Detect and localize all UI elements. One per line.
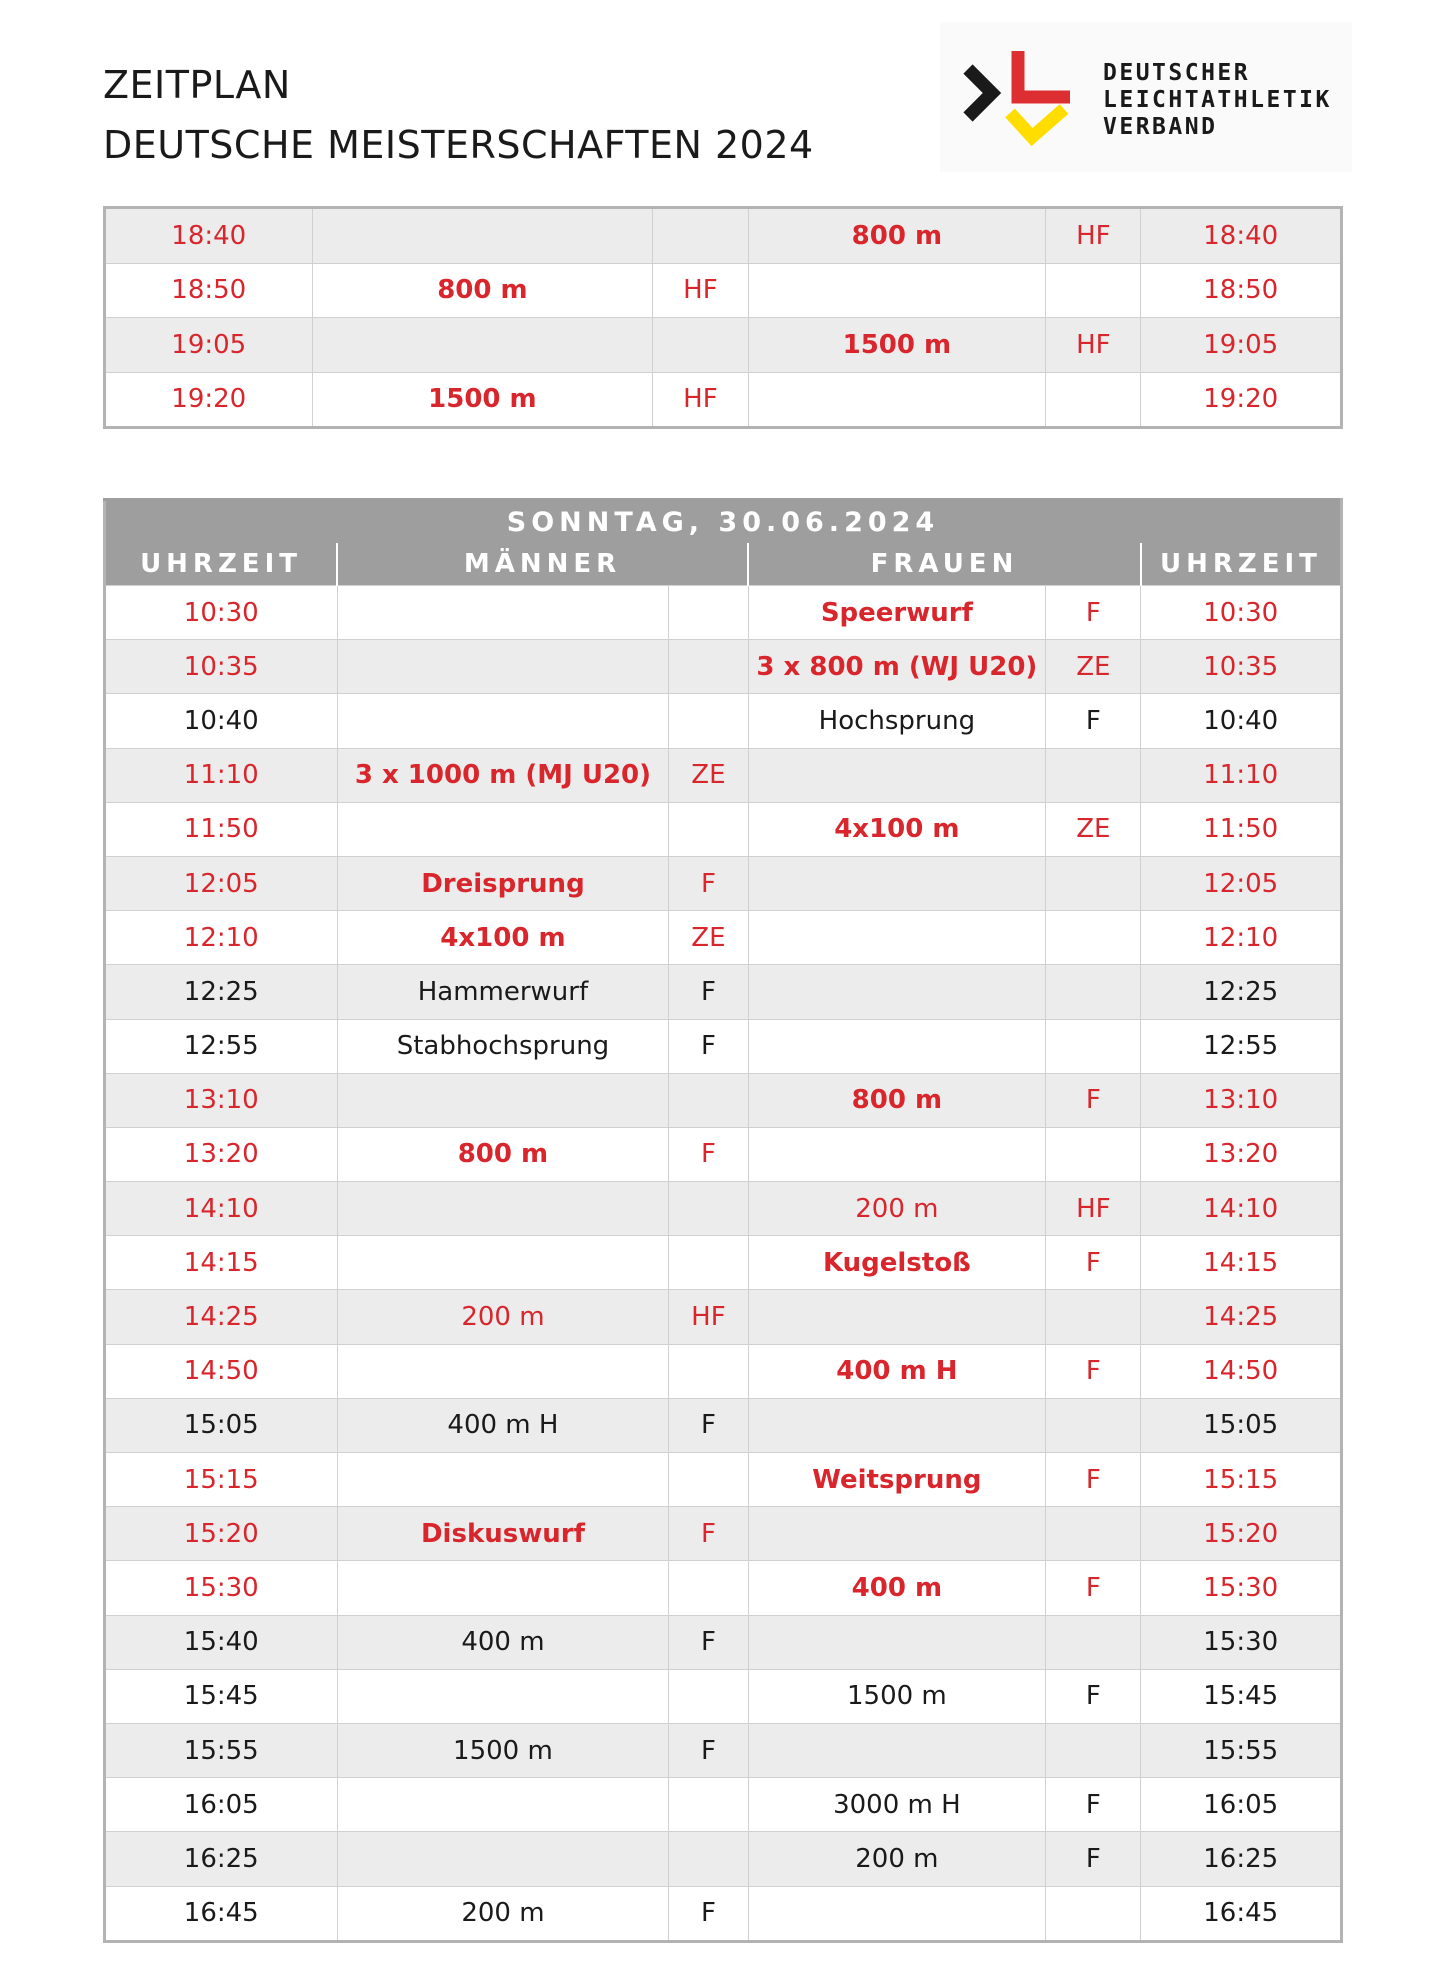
cell-time-right: 13:10	[1141, 1073, 1342, 1127]
cell-men-event: 4x100 m	[337, 911, 669, 965]
cell-men-round: F	[669, 1723, 748, 1777]
cell-men-round: HF	[669, 1290, 748, 1344]
cell-time: 18:40	[105, 208, 313, 264]
cell-time-right: 10:40	[1141, 694, 1342, 748]
table-row	[105, 640, 1342, 694]
cell-men-event	[337, 640, 669, 694]
cell-men-round	[669, 694, 748, 748]
page-title	[103, 55, 814, 175]
schedule-table-saturday-end	[103, 206, 1343, 429]
cell-time: 15:20	[105, 1507, 338, 1561]
cell-women-event	[748, 1019, 1046, 1073]
logo-line-3: VERBAND	[1103, 114, 1218, 140]
cell-women-round	[1046, 372, 1141, 428]
cell-women-round: F	[1046, 694, 1141, 748]
cell-men-event	[337, 1778, 669, 1832]
table-row	[105, 965, 1342, 1019]
cell-women-round: F	[1046, 1832, 1141, 1886]
cell-time: 15:30	[105, 1561, 338, 1615]
cell-women-round: F	[1046, 1073, 1141, 1127]
cell-time-right: 16:45	[1141, 1886, 1342, 1941]
table-row	[105, 1778, 1342, 1832]
cell-women-event: 400 m	[748, 1561, 1046, 1615]
cell-men-event: 3 x 1000 m (MJ U20)	[337, 748, 669, 802]
cell-women-round: HF	[1046, 208, 1141, 264]
cell-women-round: F	[1046, 1236, 1141, 1290]
cell-women-event: 1500 m	[748, 318, 1046, 373]
logo-line-1: DEUTSCHER	[1103, 60, 1251, 86]
cell-men-round	[669, 1182, 748, 1236]
cell-men-round	[669, 1561, 748, 1615]
table-row	[105, 1669, 1342, 1723]
table-row	[105, 1073, 1342, 1127]
cell-time-right: 14:25	[1141, 1290, 1342, 1344]
cell-women-round	[1046, 1019, 1141, 1073]
cell-women-event: 1500 m	[748, 1669, 1046, 1723]
cell-men-event: 800 m	[337, 1127, 669, 1181]
cell-time: 15:55	[105, 1723, 338, 1777]
title-line-2: DEUTSCHE MEISTERSCHAFTEN 2024	[103, 123, 814, 167]
cell-men-event	[337, 1344, 669, 1398]
cell-time: 16:05	[105, 1778, 338, 1832]
cell-women-round	[1046, 1398, 1141, 1452]
cell-men-round	[669, 640, 748, 694]
table-row	[105, 694, 1342, 748]
cell-time-right: 18:40	[1141, 208, 1342, 264]
cell-time: 14:15	[105, 1236, 338, 1290]
cell-women-event	[748, 911, 1046, 965]
cell-men-event: Dreisprung	[337, 856, 669, 910]
cell-time: 10:35	[105, 640, 338, 694]
cell-men-round: HF	[653, 372, 748, 428]
cell-time-right: 14:50	[1141, 1344, 1342, 1398]
cell-men-event	[337, 1236, 669, 1290]
table-row	[105, 1453, 1342, 1507]
cell-time: 12:10	[105, 911, 338, 965]
cell-women-round: F	[1046, 1561, 1141, 1615]
cell-men-event	[337, 1453, 669, 1507]
cell-women-event: 3000 m H	[748, 1778, 1046, 1832]
cell-men-event: Diskuswurf	[337, 1507, 669, 1561]
cell-time: 10:40	[105, 694, 338, 748]
cell-men-round: HF	[653, 263, 748, 318]
cell-women-round: F	[1046, 586, 1141, 640]
cell-time-right: 15:15	[1141, 1453, 1342, 1507]
cell-women-round	[1046, 856, 1141, 910]
cell-men-event	[312, 208, 653, 264]
cell-time-right: 16:05	[1141, 1778, 1342, 1832]
cell-women-round	[1046, 748, 1141, 802]
cell-men-round: ZE	[669, 748, 748, 802]
title-line-1: ZEITPLAN	[103, 63, 291, 107]
header-women: FRAUEN	[748, 543, 1141, 586]
cell-women-round: F	[1046, 1778, 1141, 1832]
cell-time: 12:55	[105, 1019, 338, 1073]
cell-women-event	[748, 748, 1046, 802]
cell-women-round	[1046, 1615, 1141, 1669]
header-time-right: UHRZEIT	[1141, 543, 1342, 586]
cell-time-right: 15:55	[1141, 1723, 1342, 1777]
cell-men-event	[337, 1182, 669, 1236]
table-row	[105, 856, 1342, 910]
cell-women-event	[748, 1723, 1046, 1777]
cell-women-round: ZE	[1046, 802, 1141, 856]
cell-women-round	[1046, 1886, 1141, 1941]
cell-women-event	[748, 372, 1046, 428]
cell-men-event: 200 m	[337, 1290, 669, 1344]
cell-men-round	[669, 802, 748, 856]
cell-time: 19:05	[105, 318, 313, 373]
cell-men-round: F	[669, 1398, 748, 1452]
cell-time: 10:30	[105, 586, 338, 640]
cell-time-right: 14:15	[1141, 1236, 1342, 1290]
cell-time: 14:25	[105, 1290, 338, 1344]
cell-women-round: HF	[1046, 318, 1141, 373]
cell-time-right: 16:25	[1141, 1832, 1342, 1886]
cell-time-right: 12:25	[1141, 965, 1342, 1019]
cell-time: 12:05	[105, 856, 338, 910]
cell-men-event: Hammerwurf	[337, 965, 669, 1019]
cell-time: 15:40	[105, 1615, 338, 1669]
cell-time-right: 11:10	[1141, 748, 1342, 802]
cell-women-round: F	[1046, 1669, 1141, 1723]
cell-men-round	[669, 1453, 748, 1507]
cell-women-event: 200 m	[748, 1182, 1046, 1236]
cell-time-right: 15:30	[1141, 1615, 1342, 1669]
cell-time: 14:50	[105, 1344, 338, 1398]
cell-men-event: 1500 m	[337, 1723, 669, 1777]
cell-time-right: 10:30	[1141, 586, 1342, 640]
table-row	[105, 1615, 1342, 1669]
table-row	[105, 1398, 1342, 1452]
cell-women-event: 4x100 m	[748, 802, 1046, 856]
cell-men-event	[337, 1669, 669, 1723]
cell-women-event	[748, 965, 1046, 1019]
table-row	[105, 911, 1342, 965]
dlv-logo	[940, 22, 1352, 172]
cell-time: 18:50	[105, 263, 313, 318]
cell-women-event	[748, 1507, 1046, 1561]
cell-time-right: 12:55	[1141, 1019, 1342, 1073]
cell-men-round: F	[669, 1615, 748, 1669]
cell-time: 19:20	[105, 372, 313, 428]
cell-men-event: 800 m	[312, 263, 653, 318]
cell-time-right: 18:50	[1141, 263, 1342, 318]
table-row	[105, 1832, 1342, 1886]
cell-women-round	[1046, 1507, 1141, 1561]
cell-women-round	[1046, 263, 1141, 318]
table-row	[105, 1561, 1342, 1615]
cell-time: 11:50	[105, 802, 338, 856]
cell-time-right: 10:35	[1141, 640, 1342, 694]
cell-men-round: ZE	[669, 911, 748, 965]
cell-women-event: 800 m	[748, 208, 1046, 264]
cell-time: 14:10	[105, 1182, 338, 1236]
cell-women-event	[748, 1615, 1046, 1669]
table-row	[105, 802, 1342, 856]
cell-men-round	[669, 586, 748, 640]
cell-women-event	[748, 263, 1046, 318]
cell-time-right: 15:05	[1141, 1398, 1342, 1452]
cell-women-event: Hochsprung	[748, 694, 1046, 748]
column-header-row	[105, 543, 1342, 586]
cell-time: 16:45	[105, 1886, 338, 1941]
cell-men-round	[653, 208, 748, 264]
cell-time: 15:15	[105, 1453, 338, 1507]
cell-time: 11:10	[105, 748, 338, 802]
cell-time-right: 19:20	[1141, 372, 1342, 428]
cell-men-event	[312, 318, 653, 373]
table-row	[105, 1507, 1342, 1561]
cell-women-round	[1046, 965, 1141, 1019]
cell-women-event: 800 m	[748, 1073, 1046, 1127]
cell-men-event	[337, 1073, 669, 1127]
table-row	[105, 1886, 1342, 1941]
table-row	[105, 263, 1342, 318]
cell-women-round: ZE	[1046, 640, 1141, 694]
cell-time: 13:20	[105, 1127, 338, 1181]
cell-men-event	[337, 1561, 669, 1615]
cell-women-round	[1046, 911, 1141, 965]
cell-women-event: Kugelstoß	[748, 1236, 1046, 1290]
table-row	[105, 1127, 1342, 1181]
cell-women-event: 400 m H	[748, 1344, 1046, 1398]
cell-women-event	[748, 1127, 1046, 1181]
cell-men-event: 1500 m	[312, 372, 653, 428]
cell-women-event: Weitsprung	[748, 1453, 1046, 1507]
cell-men-round	[669, 1669, 748, 1723]
schedule-table-sunday	[103, 498, 1343, 1943]
cell-men-event: 200 m	[337, 1886, 669, 1941]
cell-men-event	[337, 694, 669, 748]
cell-men-event	[337, 802, 669, 856]
cell-time: 13:10	[105, 1073, 338, 1127]
cell-men-event	[337, 1832, 669, 1886]
cell-men-round: F	[669, 1019, 748, 1073]
cell-women-event: 200 m	[748, 1832, 1046, 1886]
header-men: MÄNNER	[337, 543, 748, 586]
table-row	[105, 1182, 1342, 1236]
cell-time-right: 13:20	[1141, 1127, 1342, 1181]
cell-time-right: 11:50	[1141, 802, 1342, 856]
cell-men-round: F	[669, 1507, 748, 1561]
cell-men-event: Stabhochsprung	[337, 1019, 669, 1073]
cell-time-right: 15:30	[1141, 1561, 1342, 1615]
cell-time: 16:25	[105, 1832, 338, 1886]
table-row	[105, 1236, 1342, 1290]
cell-time-right: 15:45	[1141, 1669, 1342, 1723]
cell-men-event	[337, 586, 669, 640]
cell-men-round	[669, 1832, 748, 1886]
table-row	[105, 318, 1342, 373]
header-time: UHRZEIT	[105, 543, 338, 586]
cell-time: 15:05	[105, 1398, 338, 1452]
cell-time: 12:25	[105, 965, 338, 1019]
cell-women-round: F	[1046, 1453, 1141, 1507]
table-row	[105, 372, 1342, 428]
table-row	[105, 748, 1342, 802]
cell-women-round	[1046, 1723, 1141, 1777]
day-header-row	[105, 500, 1342, 544]
cell-men-round: F	[669, 856, 748, 910]
cell-men-round	[653, 318, 748, 373]
cell-time: 15:45	[105, 1669, 338, 1723]
cell-women-event	[748, 1886, 1046, 1941]
day-header: SONNTAG, 30.06.2024	[105, 500, 1342, 544]
cell-time-right: 14:10	[1141, 1182, 1342, 1236]
cell-time-right: 19:05	[1141, 318, 1342, 373]
cell-men-round	[669, 1236, 748, 1290]
cell-women-round: F	[1046, 1344, 1141, 1398]
cell-men-round	[669, 1778, 748, 1832]
cell-women-event	[748, 856, 1046, 910]
cell-men-round: F	[669, 965, 748, 1019]
cell-men-round	[669, 1344, 748, 1398]
cell-time-right: 15:20	[1141, 1507, 1342, 1561]
cell-men-event: 400 m H	[337, 1398, 669, 1452]
table-row	[105, 1723, 1342, 1777]
cell-time-right: 12:10	[1141, 911, 1342, 965]
dlv-logo-icon	[962, 47, 1092, 152]
table-row	[105, 1019, 1342, 1073]
table-row	[105, 586, 1342, 640]
cell-women-event	[748, 1290, 1046, 1344]
table-row	[105, 208, 1342, 264]
logo-wordmark	[1103, 60, 1332, 141]
cell-women-round: HF	[1046, 1182, 1141, 1236]
cell-women-round	[1046, 1127, 1141, 1181]
cell-men-round	[669, 1073, 748, 1127]
cell-men-round: F	[669, 1886, 748, 1941]
cell-women-event: Speerwurf	[748, 586, 1046, 640]
logo-line-2: LEICHTATHLETIK	[1103, 87, 1332, 113]
cell-women-round	[1046, 1290, 1141, 1344]
table-row	[105, 1344, 1342, 1398]
cell-time-right: 12:05	[1141, 856, 1342, 910]
cell-women-event	[748, 1398, 1046, 1452]
cell-men-event: 400 m	[337, 1615, 669, 1669]
table-row	[105, 1290, 1342, 1344]
cell-women-event: 3 x 800 m (WJ U20)	[748, 640, 1046, 694]
cell-men-round: F	[669, 1127, 748, 1181]
